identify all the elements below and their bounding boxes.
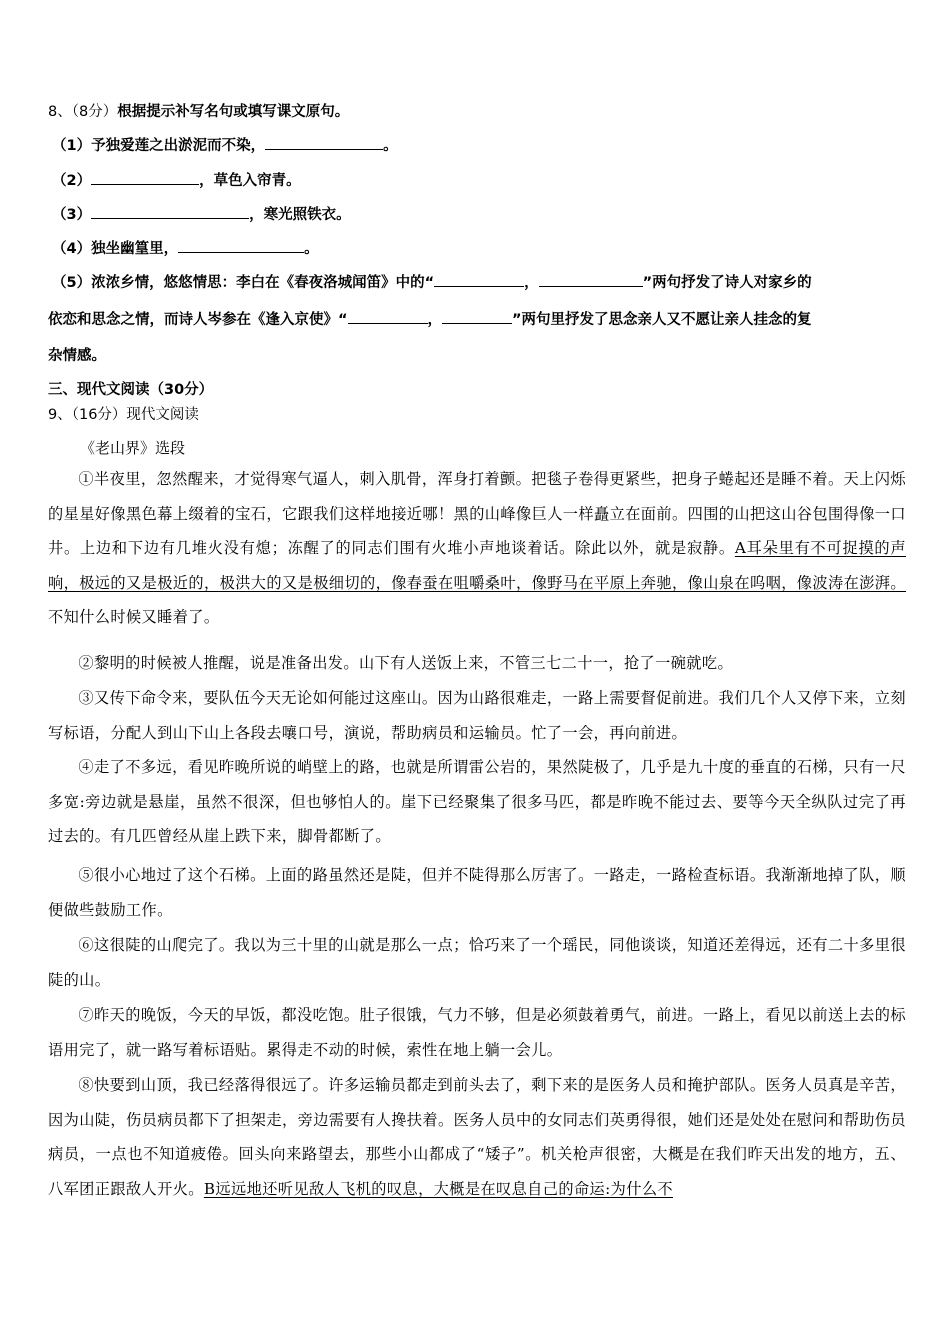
- underlined-sentence-a: A耳朵里有不可捉摸的声响，极远的又是极近的，极洪大的又是极细切的，像春蚕在咀嚼桑叶，像野马在平原上奔驰，像山泉在呜咽，像波涛在澎湃。: [48, 539, 906, 592]
- paragraph-1-text: ①半夜里，忽然醒来，才觉得寒气逼人，刺入肌骨，浑身打着颤。把毯子卷得更紧些，把身子蜷起还是睡不着。天上闪烁的星星好像黑色幕上缀着的宝石，它跟我们这样地接近哪！黑的山峰像巨人一样矗立在面前。四围的山把这山谷包围得像一口井。上边和下边有几堆火没有熄；冻醒了的同志们围有火堆小声地谈着话。除此以外，就是寂静。: [48, 470, 906, 557]
- q9-header: 9、（16分）现代文阅读: [48, 407, 199, 423]
- q8-instruction: 根据提示补写名句或填写课文原句。: [117, 104, 350, 120]
- q8-item-1-end: 。: [383, 138, 398, 154]
- passage-paragraph-5: ⑤很小心地过了这个石梯。上面的路虽然还是陡，但并不陡得那么厉害了。一路走，一路检查标语。我渐渐地掉了队，顺便做些鼓励工作。: [48, 866, 906, 919]
- q8-item-5-line2: [48, 309, 812, 330]
- q8-item-5-text1: （5）浓浓乡情，悠悠情思：李白在《春夜洛城闻笛》中的“: [52, 275, 435, 291]
- passage-paragraph-4: ④走了不多远，看见昨晚所说的峭壁上的路，也就是所谓雷公岩的，果然陡极了，几乎是九十度的垂直的石梯，只有一尺多宽:旁边就是悬崖，虽然不很深，但也够怕人的。崖下已经聚集了很多马匹，都是昨晚不能过去、要等今天全纵队过完了再过去的。有几匹曾经从崖上跌下来，脚骨都断了。: [48, 758, 906, 845]
- q8-item-2-end: ，草色入帘青。: [199, 173, 301, 189]
- passage-paragraph-8: [48, 1068, 906, 1206]
- passage-paragraph-6: ⑥这很陡的山爬完了。我以为三十里的山就是那么一点；恰巧来了一个瑶民，同他谈谈，知道还差得远，还有二十多里很陡的山。: [48, 936, 906, 989]
- q8-item-1-blank[interactable]: [265, 135, 383, 150]
- q8-item-5-text4: ”两句里抒发了思念亲人又不愿让亲人挂念的复: [512, 312, 812, 328]
- q8-item-1-text: （1）予独爱莲之出淤泥而不染，: [52, 138, 266, 154]
- q8-item-5-comma1: ，: [524, 275, 539, 291]
- q8-item-5-blank2[interactable]: [539, 272, 643, 287]
- underlined-sentence-b: B远远地还听见敌人飞机的叹息，大概是在叹息自己的命运:为什么不: [203, 1179, 673, 1198]
- q8-item-3: [52, 204, 351, 225]
- q8-item-5-comma2: ，: [427, 312, 443, 328]
- q8-item-5-blank3[interactable]: [348, 309, 428, 324]
- q8-item-4: [52, 238, 319, 259]
- q8-item-4-text: （4）独坐幽篁里，: [52, 241, 179, 257]
- paragraph-1-end: 不知什么时候又睡着了。: [48, 608, 220, 626]
- section-3-heading: 三、现代文阅读（30分）: [48, 382, 214, 398]
- q8-header: [48, 101, 349, 122]
- q8-item-2: [52, 170, 301, 191]
- q8-item-5-text3: 依恋和思念之情，而诗人岑参在《逢入京使》“: [48, 312, 348, 328]
- q8-item-5-blank1[interactable]: [434, 272, 524, 287]
- passage-paragraph-3: ③又传下命令来，要队伍今天无论如何能过这座山。因为山路很难走，一路上需要督促前进。我们几个人又停下来，立刻写标语，分配人到山下山上各段去嚷口号，演说，帮助病员和运输员。忙了一会，再向前进。: [48, 689, 906, 742]
- passage-paragraph-2: ②黎明的时候被人推醒，说是准备出发。山下有人送饭上来，不管三七二十一，抢了一碗就吃。: [78, 654, 734, 672]
- q8-item-4-end: 。: [304, 241, 319, 257]
- passage-paragraph-1: [48, 462, 906, 635]
- q8-score: （8分）: [71, 104, 118, 120]
- q8-item-5-blank4[interactable]: [442, 309, 512, 324]
- q8-item-5-line3: [48, 346, 106, 366]
- q8-item-4-blank[interactable]: [178, 238, 304, 253]
- q8-item-5-line1: [52, 272, 812, 293]
- q8-item-1: [52, 135, 398, 156]
- passage-title: 《老山界》选段: [80, 439, 186, 457]
- q8-item-3-end: ，寒光照铁衣。: [249, 207, 351, 223]
- q8-item-3-text: （3）: [52, 207, 92, 223]
- q8-item-5-text5: 杂情感。: [48, 348, 106, 364]
- q8-item-3-blank[interactable]: [91, 204, 249, 219]
- q8-number: 8、: [48, 104, 72, 120]
- q8-item-5-text2: ”两句抒发了诗人对家乡的: [642, 275, 812, 291]
- q8-item-2-text: （2）: [52, 173, 92, 189]
- passage-paragraph-7: ⑦昨天的晚饭，今天的早饭，都没吃饱。肚子很饿，气力不够，但是必须鼓着勇气，前进。一路上，看见以前送上去的标语用完了，就一路写着标语贴。累得走不动的时候，索性在地上躺一会儿。: [48, 1006, 906, 1059]
- paragraph-8-text: ⑧快要到山顶，我已经落得很远了。许多运输员都走到前头去了，剩下来的是医务人员和掩护部队。医务人员真是辛苦，因为山陡，伤员病员都下了担架走，旁边需要有人搀扶着。医务人员中的女同志们英勇得很，她们还是处处在慰问和帮助伤员病员，一点也不知道疲倦。回头向来路望去，那些小山都成了“矮子”。机关枪声很密，大概是在我们昨天出发的地方，五、八军团正跟敌人开火。: [48, 1076, 906, 1198]
- q8-item-2-blank[interactable]: [91, 170, 199, 185]
